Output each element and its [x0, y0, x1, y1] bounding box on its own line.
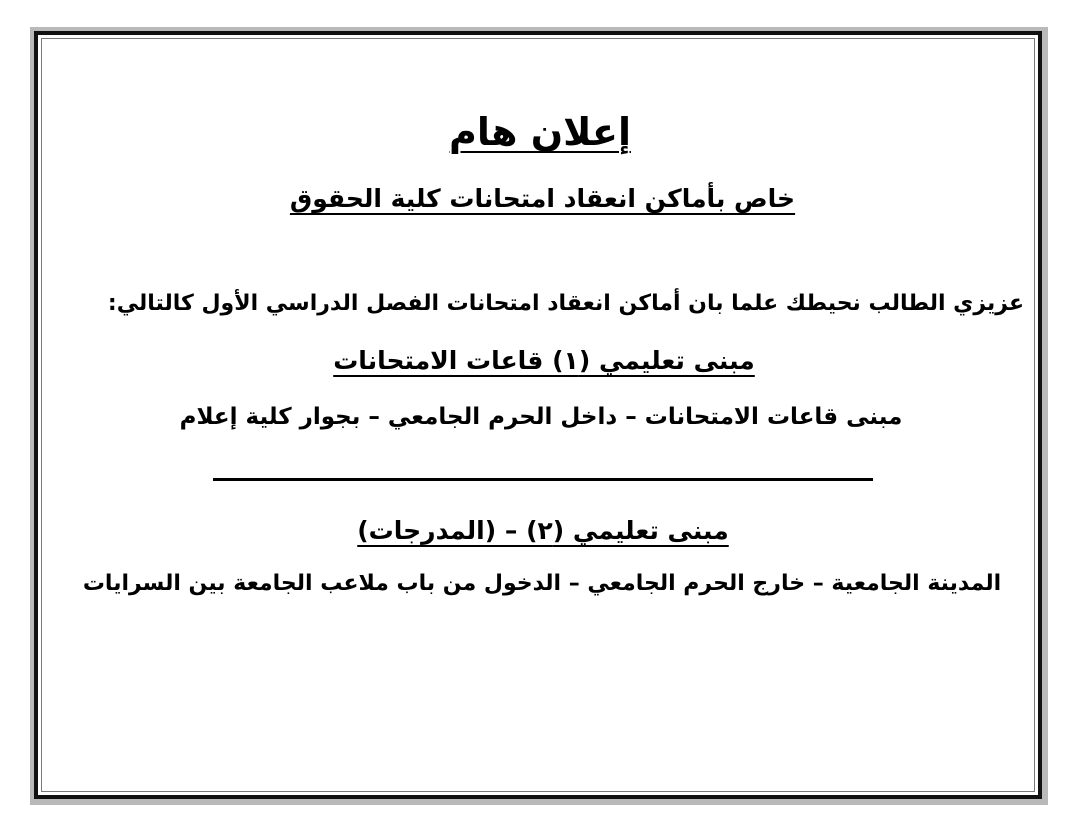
- building-2-heading: مبنى تعليمي (٢) – (المدرجات): [357, 516, 729, 545]
- building-2-location: المدينة الجامعية – خارج الحرم الجامعي – الدخول من باب ملاعب الجامعة بين السرايات: [82, 571, 1002, 596]
- building-1-location: مبنى قاعات الامتحانات – داخل الحرم الجامعي – بجوار كلية إعلام: [179, 404, 903, 430]
- announcement-subtitle: خاص بأماكن انعقاد امتحانات كلية الحقوق: [289, 184, 796, 213]
- announcement-title: إعلان هام: [449, 110, 631, 154]
- building-1-heading: مبنى تعليمي (١) قاعات الامتحانات: [333, 346, 755, 375]
- section-divider: [213, 478, 873, 481]
- intro-text: عزيزي الطالب نحيطك علما بان أماكن انعقاد امتحانات الفصل الدراسي الأول كالتالي:: [107, 291, 1024, 316]
